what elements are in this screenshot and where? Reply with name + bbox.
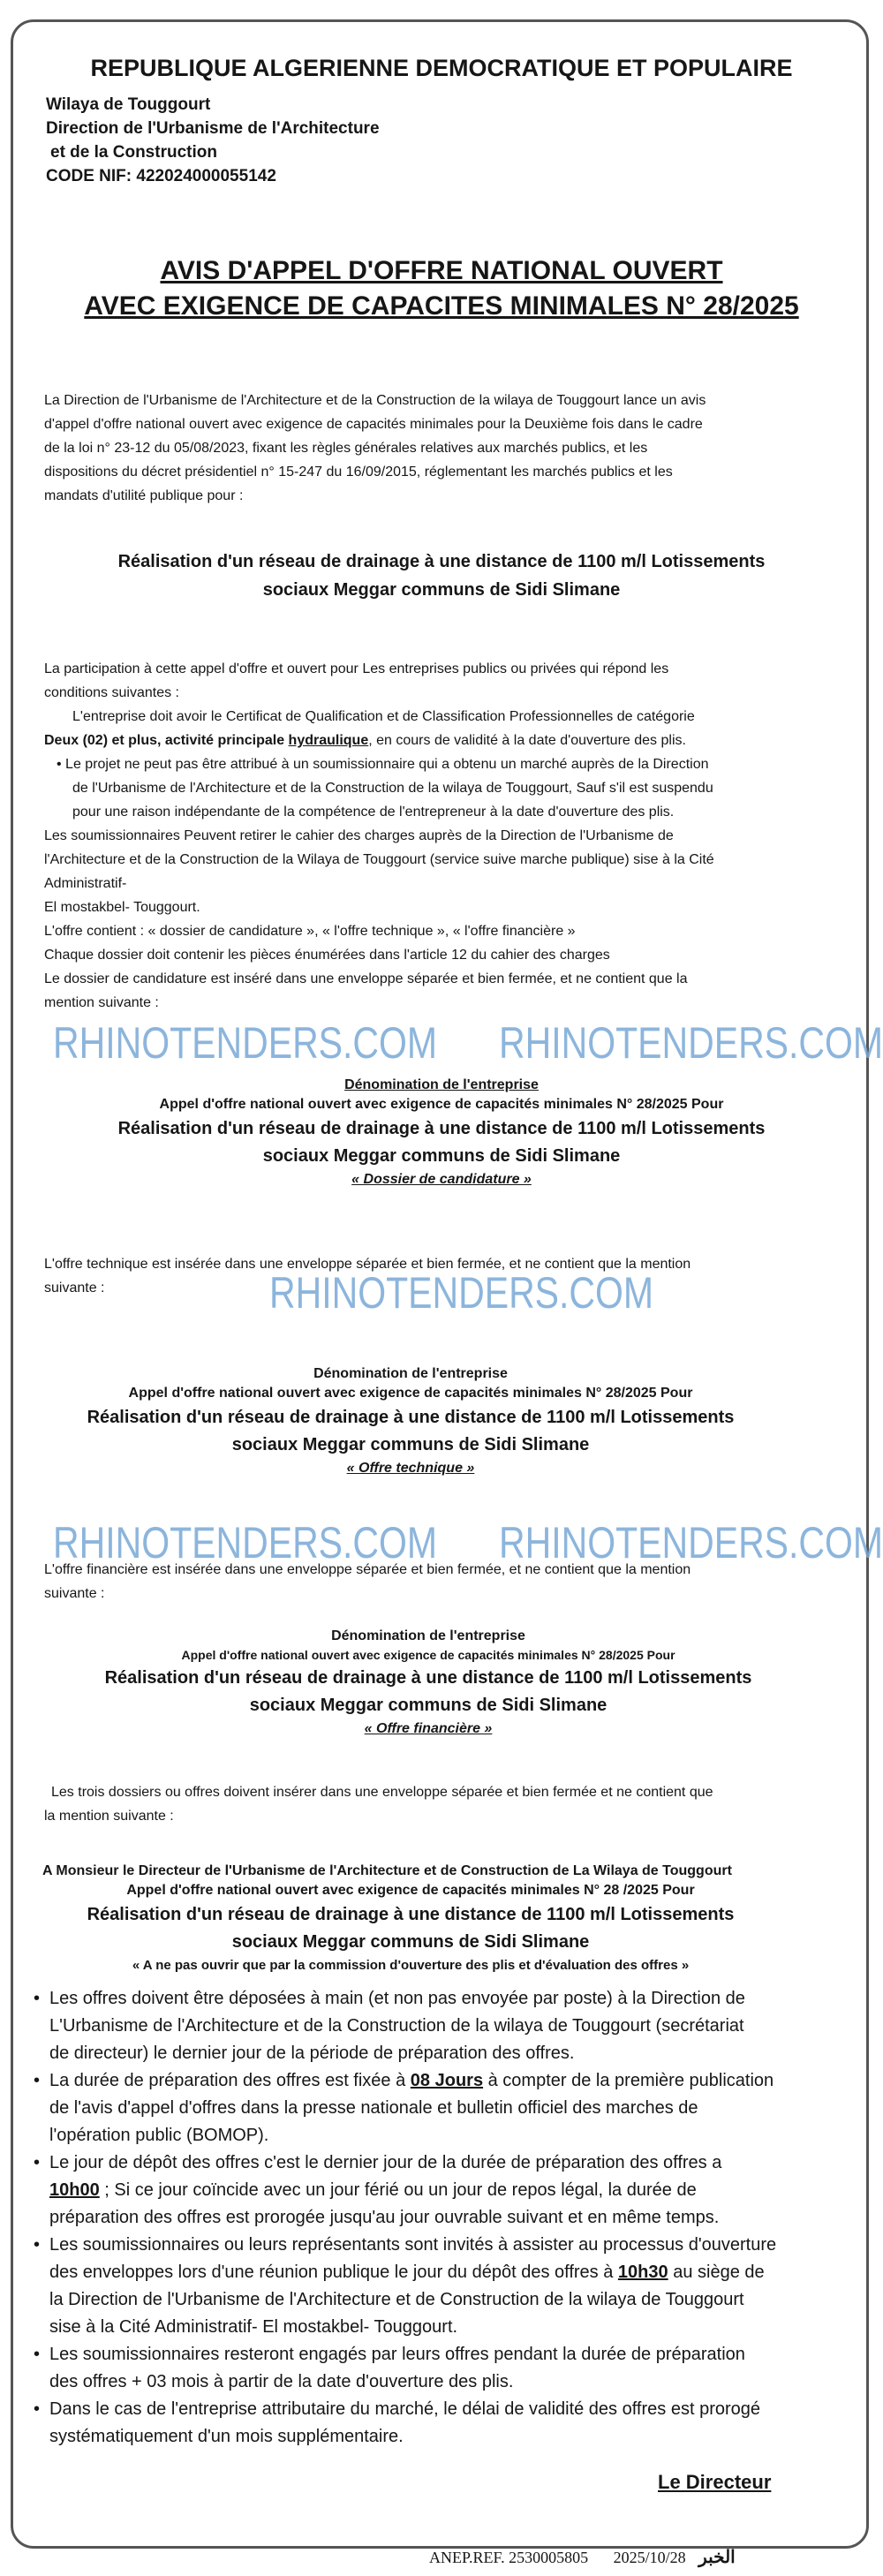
technique-line: L'offre technique est insérée dans une enveloppe séparée et bien fermée, et ne contient que la mention [44, 1257, 691, 1272]
signature-title: Le Directeur [658, 2471, 772, 2493]
title-line-2: AVEC EXIGENCE DE CAPACITES MINIMALES N° 28/2025 [84, 291, 799, 321]
participation-line: conditions suivantes : [44, 685, 179, 700]
validity-text: , en cours de validité à la date d'ouverture des plis. [368, 733, 686, 748]
participation-line: Le dossier de candidature est inséré dans une enveloppe séparée et bien fermée, et ne contient que la [44, 971, 688, 986]
opening-notice: « A ne pas ouvrir que par la commission d'ouverture des plis et d'évaluation des offres » [132, 1958, 690, 1973]
bullet-line [49, 2259, 841, 2286]
bullet-text: des enveloppes lors d'une réunion publique le jour du dépôt des offres à [49, 2262, 614, 2282]
financiere-line: L'offre financière est insérée dans une enveloppe séparée et bien fermée, et ne contient que la mention [44, 1562, 691, 1577]
project-line-2: sociaux Meggar communs de Sidi Slimane [262, 1146, 621, 1166]
project-line-2: sociaux Meggar communs de Sidi Slimane [249, 1696, 608, 1715]
activity-label: Deux (02) et plus, activité principale [44, 733, 285, 748]
bullet-line: la Direction de l'Urbanisme de l'Architecture et de Construction de la wilaya de Touggourt [49, 2290, 744, 2309]
participation-line [44, 729, 843, 752]
bullet-text: à compter de la première publication [487, 2071, 774, 2090]
envelope-final [18, 1881, 804, 1976]
appel-label: Appel d'offre national ouvert avec exigence de capacités minimales N° 28/2025 Pour [159, 1097, 724, 1112]
bullet-line: Dans le cas de l'entreprise attributaire du marché, le délai de validité des offres est prorogé [49, 2399, 760, 2419]
participation-line: El mostakbel- Touggourt. [44, 900, 200, 915]
watermark-text: RHINOTENDERS.COM [499, 1518, 883, 1568]
watermark-text: RHINOTENDERS.COM [53, 1018, 438, 1068]
bullet-text: La durée de préparation des offres est fixée à [49, 2071, 406, 2090]
appel-label: Appel d'offre national ouvert avec exigence de capacités minimales N° 28/2025 Pour [128, 1386, 693, 1401]
intro-line: mandats d'utilité publique pour : [44, 488, 244, 503]
watermark-text: RHINOTENDERS.COM [499, 1018, 883, 1068]
denomination-label: Dénomination de l'entreprise [313, 1366, 508, 1381]
appel-label: Appel d'offre national ouvert avec exigence de capacités minimales N° 28/2025 Pour [181, 1648, 675, 1662]
project-line-2: sociaux Meggar communs de Sidi Slimane [262, 580, 621, 600]
bullet-line [49, 2177, 841, 2204]
footer [429, 2546, 736, 2568]
participation-line: La participation à cette appel d'offre et ouvert pour Les entreprises publics ou privées qui répond les [44, 661, 669, 676]
participation-line: de l'Urbanisme de l'Architecture et de la Construction de la wilaya de Touggourt, Sauf s'il est suspendu [72, 781, 713, 796]
bullet-line: l'opération public (BOMOP). [49, 2126, 269, 2145]
list-item: • Le jour de dépôt des offres c'est le dernier jour de la durée de préparation des offres a 10h00 ; Si ce jour coïncide avec un jour férié ou un jour de repos légal, la durée de préparation des offres est prorogée jusqu'au jour ouvrable suivant et en même temps. [37, 2149, 841, 2232]
envelope-financiere [26, 1627, 830, 1740]
time-value: 10h30 [617, 2262, 668, 2282]
participation-line: mention suivante : [44, 995, 159, 1010]
project-line-2: sociaux Meggar communs de Sidi Slimane [231, 1435, 590, 1454]
participation-line: pour une raison indépendante de la compétence de l'entrepreneur à la date d'ouverture des plis. [72, 805, 675, 820]
watermark-text: RHINOTENDERS.COM [269, 1268, 654, 1318]
bullet-line: de l'avis d'appel d'offres dans la presse nationale et bulletin officiel des marches de [49, 2098, 698, 2118]
trois-dossiers [44, 1780, 843, 1828]
intro-line: de la loi n° 23-12 du 05/08/2023, fixant les règles générales relatives aux marchés publics, et les [44, 441, 648, 456]
list-item: • Les soumissionnaires ou leurs représentants sont invités à assister au processus d'ouverture des enveloppes lors d'une réunion publique le jour du dépôt des offres à 10h30 au siège de la Direction de l'Urbanisme de l'Architecture et de Construction de la wilaya de Touggourt sise à la Cité Administratif- El mostakbel- Touggourt. [37, 2232, 841, 2341]
list-item: • Dans le cas de l'entreprise attributaire du marché, le délai de validité des offres est prorogé systématiquement d'un mois supplémentaire. [37, 2396, 841, 2451]
participation-line: Administratif- [44, 876, 127, 891]
candidature-label: « Dossier de candidature » [351, 1172, 532, 1187]
anep-reference: ANEP.REF. 2530005805 [429, 2549, 589, 2566]
intro-line: La Direction de l'Urbanisme de l'Architecture et de la Construction de la wilaya de Touggourt lance un avis [44, 393, 706, 408]
direction-line-2: et de la Construction [50, 143, 217, 162]
participation-line: L'offre contient : « dossier de candidature », « l'offre technique », « l'offre financière » [44, 924, 576, 939]
project-line-1: Réalisation d'un réseau de drainage à une distance de 1100 m/l Lotissements [87, 1905, 735, 1924]
project-line-1: Réalisation d'un réseau de drainage à une distance de 1100 m/l Lotissements [104, 1668, 752, 1688]
envelope-technique [18, 1364, 804, 1479]
participation-line: l'Architecture et de la Construction de la Wilaya de Touggourt (service suive marche publique) sise à la Cité [44, 852, 714, 867]
time-value: 10h00 [49, 2180, 100, 2200]
bullet-line: préparation des offres est prorogée jusqu'au jour ouvrable suivant et en même temps. [49, 2208, 720, 2227]
participation-line: L'entreprise doit avoir le Certificat de Qualification et de Classification Professionnelles de catégorie [72, 709, 695, 724]
bullet-line: Les soumissionnaires resteront engagés par leurs offres pendant la durée de préparation [49, 2345, 745, 2364]
bullet-line: Les soumissionnaires ou leurs représentants sont invités à assister au processus d'ouverture [49, 2235, 777, 2255]
conditions-list [34, 1985, 841, 2451]
denomination-label: Dénomination de l'entreprise [331, 1628, 525, 1643]
bullet-text: ; Si ce jour coïncide avec un jour férié ou un jour de repos légal, la durée de [99, 2180, 697, 2200]
technique-line: suivante : [44, 1280, 105, 1296]
list-item: • Les offres doivent être déposées à main (et non pas envoyée par poste) à la Direction de L'Urbanisme de l'Architecture et de la Construction de la wilaya de Touggourt (secrétariat de directeur) le dernier jour de la période de préparation des offres. [37, 1985, 841, 2067]
intro-paragraph [44, 389, 843, 508]
participation-text: Le projet ne peut pas être attribué à un soumissionnaire qui a obtenu un marché auprès de la Direction [65, 757, 709, 772]
bullet-line: sise à la Cité Administratif- El mostakbel- Touggourt. [49, 2317, 458, 2337]
financiere-label: « Offre financière » [364, 1721, 493, 1736]
publication-date: 2025/10/28 [613, 2549, 686, 2566]
bullet-line: L'Urbanisme de l'Architecture et de la Construction de la wilaya de Touggourt (secrétariat [49, 2016, 744, 2036]
project-line-1: Réalisation d'un réseau de drainage à une distance de 1100 m/l Lotissements [117, 552, 766, 571]
watermark-text: RHINOTENDERS.COM [53, 1518, 438, 1568]
title-line-1: AVIS D'APPEL D'OFFRE NATIONAL OUVERT [160, 256, 723, 285]
appel-label: Appel d'offre national ouvert avec exigence de capacités minimales N° 28 /2025 Pour [126, 1883, 695, 1898]
final-address: A Monsieur le Directeur de l'Urbanisme de l'Architecture et de Construction de La Wilaya de Touggourt [42, 1863, 732, 1878]
envelope-candidature [35, 1076, 848, 1190]
nif-line: CODE NIF: 422024000055142 [46, 167, 276, 185]
trois-line: Les trois dossiers ou offres doivent insérer dans une enveloppe séparée et bien fermée et ne contient que [51, 1785, 713, 1800]
list-item: • Les soumissionnaires resteront engagés par leurs offres pendant la durée de préparation des offres + 03 mois à partir de la date d'ouverture des plis. [37, 2341, 841, 2396]
financiere-line: suivante : [44, 1586, 105, 1601]
republic-heading: REPUBLIQUE ALGERIENNE DEMOCRATIQUE ET POPULAIRE [90, 55, 793, 81]
direction-line-1: Direction de l'Urbanisme de l'Architecture [46, 119, 380, 138]
denomination-label: Dénomination de l'entreprise [344, 1077, 539, 1092]
bullet-line [49, 2067, 841, 2095]
list-item: • La durée de préparation des offres est fixée à 08 Jours à compter de la première publication de l'avis d'appel d'offres dans la presse nationale et bulletin officiel des marches de l'opération public (BOMOP). [37, 2067, 841, 2149]
newspaper-logo: الخبر [698, 2548, 736, 2567]
participation-line: Chaque dossier doit contenir les pièces énumérées dans l'article 12 du cahier des charges [44, 948, 610, 963]
project-line-2: sociaux Meggar communs de Sidi Slimane [231, 1932, 590, 1952]
wilaya-line: Wilaya de Touggourt [46, 95, 211, 114]
bullet-line: systématiquement d'un mois supplémentaire. [49, 2427, 404, 2446]
project-line-1: Réalisation d'un réseau de drainage à une distance de 1100 m/l Lotissements [117, 1119, 766, 1138]
financiere-intro [44, 1558, 843, 1605]
bullet-line: Le jour de dépôt des offres c'est le dernier jour de la durée de préparation des offres a [49, 2153, 722, 2172]
activity-value: hydraulique [288, 733, 369, 748]
bullet-line: des offres + 03 mois à partir de la date d'ouverture des plis. [49, 2372, 514, 2391]
bullet-text: au siège de [673, 2262, 765, 2282]
bullet-line: Les offres doivent être déposées à main (et non pas envoyée par poste) à la Direction de [49, 1989, 745, 2008]
technique-intro [44, 1252, 843, 1300]
technique-label: « Offre technique » [346, 1461, 475, 1476]
participation-line: Les soumissionnaires Peuvent retirer le cahier des charges auprès de la Direction de l'Urbanisme de [44, 828, 674, 843]
trois-line: la mention suivante : [44, 1809, 174, 1824]
header-block [46, 93, 380, 188]
intro-line: dispositions du décret présidentiel n° 15-247 du 16/09/2015, réglementant les marchés publics et les [44, 465, 673, 480]
project-title [35, 548, 848, 604]
participation-line: • Le projet ne peut pas être attribué à un soumissionnaire qui a obtenu un marché auprès de la Direction [57, 757, 709, 772]
bullet-line: de directeur) le dernier jour de la période de préparation des offres. [49, 2043, 575, 2063]
project-line-1: Réalisation d'un réseau de drainage à une distance de 1100 m/l Lotissements [87, 1408, 735, 1427]
participation-block [44, 657, 843, 1015]
intro-line: d'appel d'offre national ouvert avec exigence de capacités minimales pour la Deuxième fois dans le cadre [44, 417, 703, 432]
duration-value: 08 Jours [410, 2071, 484, 2090]
